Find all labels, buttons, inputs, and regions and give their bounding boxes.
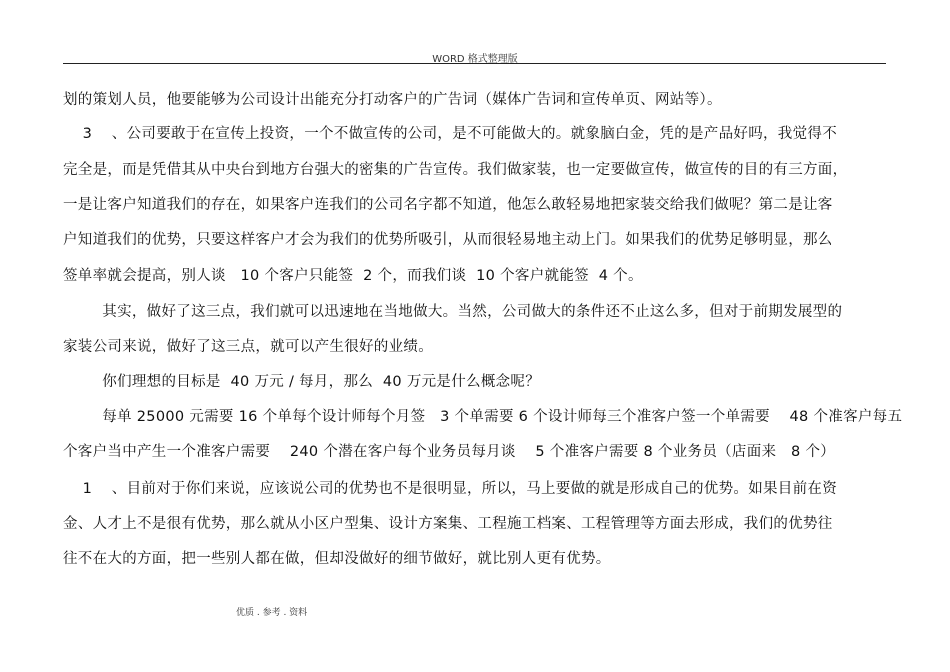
body-line: 3 、公司要敢于在宣传上投资，一个不做宣传的公司，是不可能做大的。就象脑白金，凭的是产品好吗，我觉得不 [63, 126, 837, 142]
body-line: 个客户当中产生一个准客户需要 240 个潜在客户每个业务员每月谈 5 个准客户需要 8 个业务员（店面来 8 个） [63, 444, 836, 460]
body-line: 其实，做好了这三点，我们就可以迅速地在当地做大。当然，公司做大的条件还不止这么多，但对于前期发展型的 [63, 304, 843, 320]
body-line: 金、人才上不是很有优势，那么就从小区户型集、设计方案集、工程施工档案、工程管理等方面去形成，我们的优势往 [63, 516, 833, 532]
body-line: 完全是，而是凭借其从中央台到地方台强大的密集的广告宣传。我们做家装，也一定要做宣传，做宣传的目的有三方面， [63, 162, 848, 178]
body-line: 划的策划人员，他要能够为公司设计出能充分打动客户的广告词（媒体广告词和宣传单页、网站等）。 [63, 92, 722, 108]
body-line: 签单率就会提高，别人谈 10 个客户只能签 2 个，而我们谈 10 个客户就能签 4 个。 [63, 268, 643, 284]
body-line: 户知道我们的优势，只要这样客户才会为我们的优势所吸引，从而很轻易地主动上门。如果我们的优势足够明显，那么 [63, 232, 833, 248]
body-line: 往不在大的方面，把一些别人都在做，但却没做好的细节做好，就比别人更有优势。 [63, 551, 611, 567]
body-line: 每单 25000 元需要 16 个单每个设计师每个月签 3 个单需要 6 个设计师每三个准客户签一个单需要 48 个准客户每五 [63, 409, 903, 425]
document-footer-label: 优质 . 参考 . 资料 [236, 608, 308, 618]
document-header-label: WORD 格式整理版 [432, 54, 518, 65]
body-line: 一是让客户知道我们的存在，如果客户连我们的公司名字都不知道，他怎么敢轻易地把家装交给我们做呢？第二是让客 [63, 197, 833, 213]
body-line: 你们理想的目标是 40 万元 / 每月，那么 40 万元是什么概念呢？ [63, 374, 541, 390]
body-line: 家装公司来说，做好了这三点，就可以产生很好的业绩。 [63, 339, 433, 355]
header-divider [63, 63, 886, 64]
body-line: 1 、目前对于你们来说，应该说公司的优势也不是很明显，所以，马上要做的就是形成自己的优势。如果目前在资 [63, 481, 837, 497]
